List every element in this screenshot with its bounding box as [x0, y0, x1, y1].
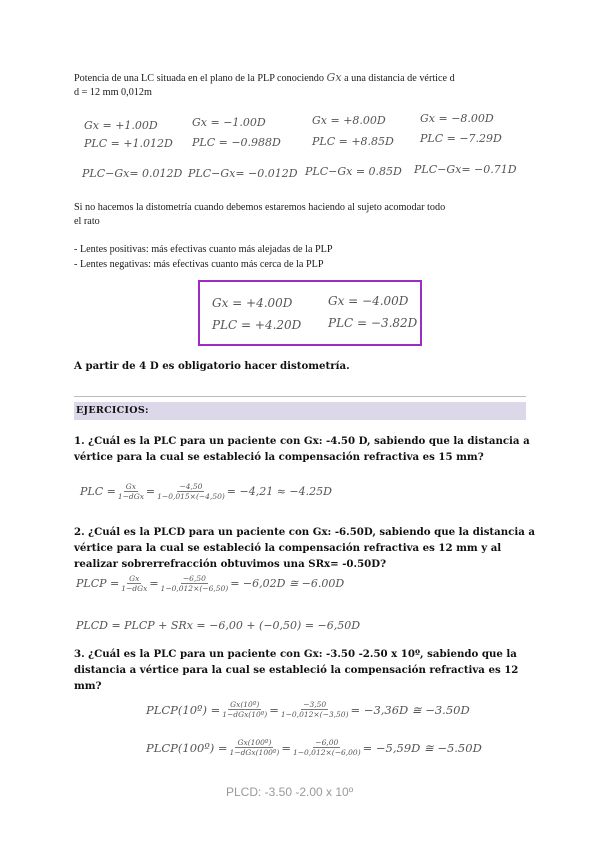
gx-symbol: Gx [326, 71, 342, 84]
q3-formula-10: PLCP(10º) = $\frac{\text{Gx(10º)}}{\text{1−dGx(10º)}}$ = $\frac{-3,50}{1-0,012\times(-3,50)}$ = −3,36D ≅ −3.50D [146, 700, 470, 719]
col2-gx: Gx = −1.00D [192, 116, 266, 129]
q1-frac-1 [118, 482, 144, 501]
col4-diff: PLC−Gx= −0.71D [414, 163, 517, 176]
q1-line-2: vértice para la cual se estableció la compensación refractiva es 15 mm? [74, 451, 484, 463]
q3-line-3: mm? [74, 680, 102, 692]
q3b-rhs: = −5,59D ≅ −5.50D [362, 740, 482, 755]
q3-result: PLCD: -3.50 -2.00 x 10º [226, 785, 354, 799]
intro-text: Potencia de una LC situada en el plano de la PLP conociendo [74, 73, 324, 84]
q1-num-1: Gx [125, 482, 136, 491]
q3a-frac-1 [222, 700, 267, 719]
q2-num-2: −6,50 [182, 574, 206, 583]
intro-text-b: a una distancia de vértice d [344, 73, 455, 84]
list-item-negative: - Lentes negativas: más efectivas cuanto más cerca de la PLP [74, 259, 324, 270]
col3-plc: PLC = +8.85D [312, 135, 394, 148]
col4-plc: PLC = −7.29D [420, 132, 502, 145]
box-neg-gx: Gx = −4.00D [328, 294, 409, 308]
intro-line-2: d = 12 mm 0,012m [74, 87, 152, 98]
col2-plc: PLC = −0.988D [192, 136, 281, 149]
q3a-den-2: 1−0,012×(−3,50) [280, 710, 349, 719]
col4-gx: Gx = −8.00D [420, 112, 494, 125]
q3b-lhs: PLCP(100º) = [146, 740, 228, 755]
col2-diff: PLC−Gx= −0.012D [188, 167, 298, 180]
q3b-frac-1 [230, 738, 280, 757]
col1-plc: PLC = +1.012D [84, 137, 173, 150]
q2-formula-2: PLCD = PLCP + SRx = −6,00 + (−0,50) = −6,50D [76, 619, 361, 632]
q3b-num-1: Gx(100º) [237, 738, 272, 747]
box-neg-plc: PLC = −3.82D [328, 316, 418, 330]
q3-formula-100: PLCP(100º) = $\frac{\text{Gx(100º)}}{\text{1−dGx(100º)}}$ = $\frac{-6,00}{1-0,012\times(-6,00)}$ = −5,59D ≅ −5.50D [146, 738, 482, 757]
q3a-lhs: PLCP(10º) = [146, 702, 221, 717]
box-pos-gx: Gx = +4.00D [212, 296, 293, 310]
col3-gx: Gx = +8.00D [312, 114, 386, 127]
col3-diff: PLC−Gx = 0.85D [305, 165, 402, 178]
q2-lhs: PLCP = [76, 577, 120, 590]
box-pos-plc: PLC = +4.20D [212, 318, 302, 332]
q2-line-2: vértice para la cual se estableció la compensación refractiva es 12 mm y al [74, 542, 502, 554]
section-divider [74, 396, 526, 397]
highlight-box [198, 280, 422, 346]
para-line-1: Si no hacemos la distometría cuando debemos estaremos haciendo al sujeto acomodar todo [74, 202, 446, 213]
q1-den-1: 1−dGx [117, 492, 144, 501]
q2-formula-1: PLCP = $\frac{Gx}{\text{1−dGx}}$ = $\frac{-6,50}{1-0,012\times(-6,50)}$ = −6,02D ≅ −6.00D [76, 574, 345, 593]
q1-formula: PLC = $\frac{Gx}{\text{1−dGx}}$ = $\frac{-4,50}{1-0,015\times(-4,50)}$ = −4,21 ≈ −4.25D [80, 482, 332, 501]
q2-frac-2 [161, 574, 229, 593]
col1-gx: Gx = +1.00D [84, 119, 158, 132]
q2-frac-1 [121, 574, 147, 593]
q2-line-3: realizar sobrerrefracción obtuvimos una SRx= -0.50D? [74, 558, 387, 570]
q2-line-1: 2. ¿Cuál es la PLCD para un paciente con Gx: -6.50D, sabiendo que la distancia a [74, 526, 535, 538]
q3b-frac-2 [293, 738, 361, 757]
q3-line-1: 3. ¿Cuál es la PLC para un paciente con Gx: -3.50 -2.50 x 10º, sabiendo que la [74, 648, 517, 660]
intro-line-1 [74, 71, 534, 86]
q3-line-2: distancia a vértice para la cual se estableció la compensación refractiva es 12 [74, 664, 519, 676]
q3b-den-2: 1−0,012×(−6,00) [292, 748, 361, 757]
rule-statement: A partir de 4 D es obligatorio hacer distometría. [74, 360, 350, 372]
q3b-den-1: 1−dGx(100º) [229, 748, 280, 757]
q3a-rhs: = −3,36D ≅ −3.50D [350, 702, 470, 717]
q2-rhs: = −6,02D ≅ −6.00D [230, 577, 345, 590]
col1-diff: PLC−Gx= 0.012D [82, 167, 183, 180]
q2-den-2: 1−0,012×(−6,50) [160, 584, 229, 593]
q3a-num-2: −3,50 [303, 700, 327, 709]
q1-line-1: 1. ¿Cuál es la PLC para un paciente con Gx: -4.50 D, sabiendo que la distancia a [74, 435, 530, 447]
para-line-2: el rato [74, 216, 100, 227]
q1-frac-2 [157, 482, 225, 501]
q1-rhs: = −4,21 ≈ −4.25D [226, 485, 332, 498]
q1-num-2: −4,50 [179, 482, 203, 491]
q3a-frac-2 [281, 700, 349, 719]
q2-den-1: 1−dGx [121, 584, 148, 593]
q2-num-1: Gx [129, 574, 140, 583]
ejercicios-heading: EJERCICIOS: [76, 405, 149, 416]
q3a-num-1: Gx(10º) [230, 700, 260, 709]
q3a-den-1: 1−dGx(10º) [222, 710, 268, 719]
q1-den-2: 1−0,015×(−4,50) [157, 492, 225, 501]
list-item-positive: - Lentes positivas: más efectivas cuanto más alejadas de la PLP [74, 244, 333, 255]
q3b-num-2: −6,00 [315, 738, 339, 747]
ejercicios-header-bar [74, 402, 526, 420]
q1-lhs: PLC = [80, 485, 116, 498]
